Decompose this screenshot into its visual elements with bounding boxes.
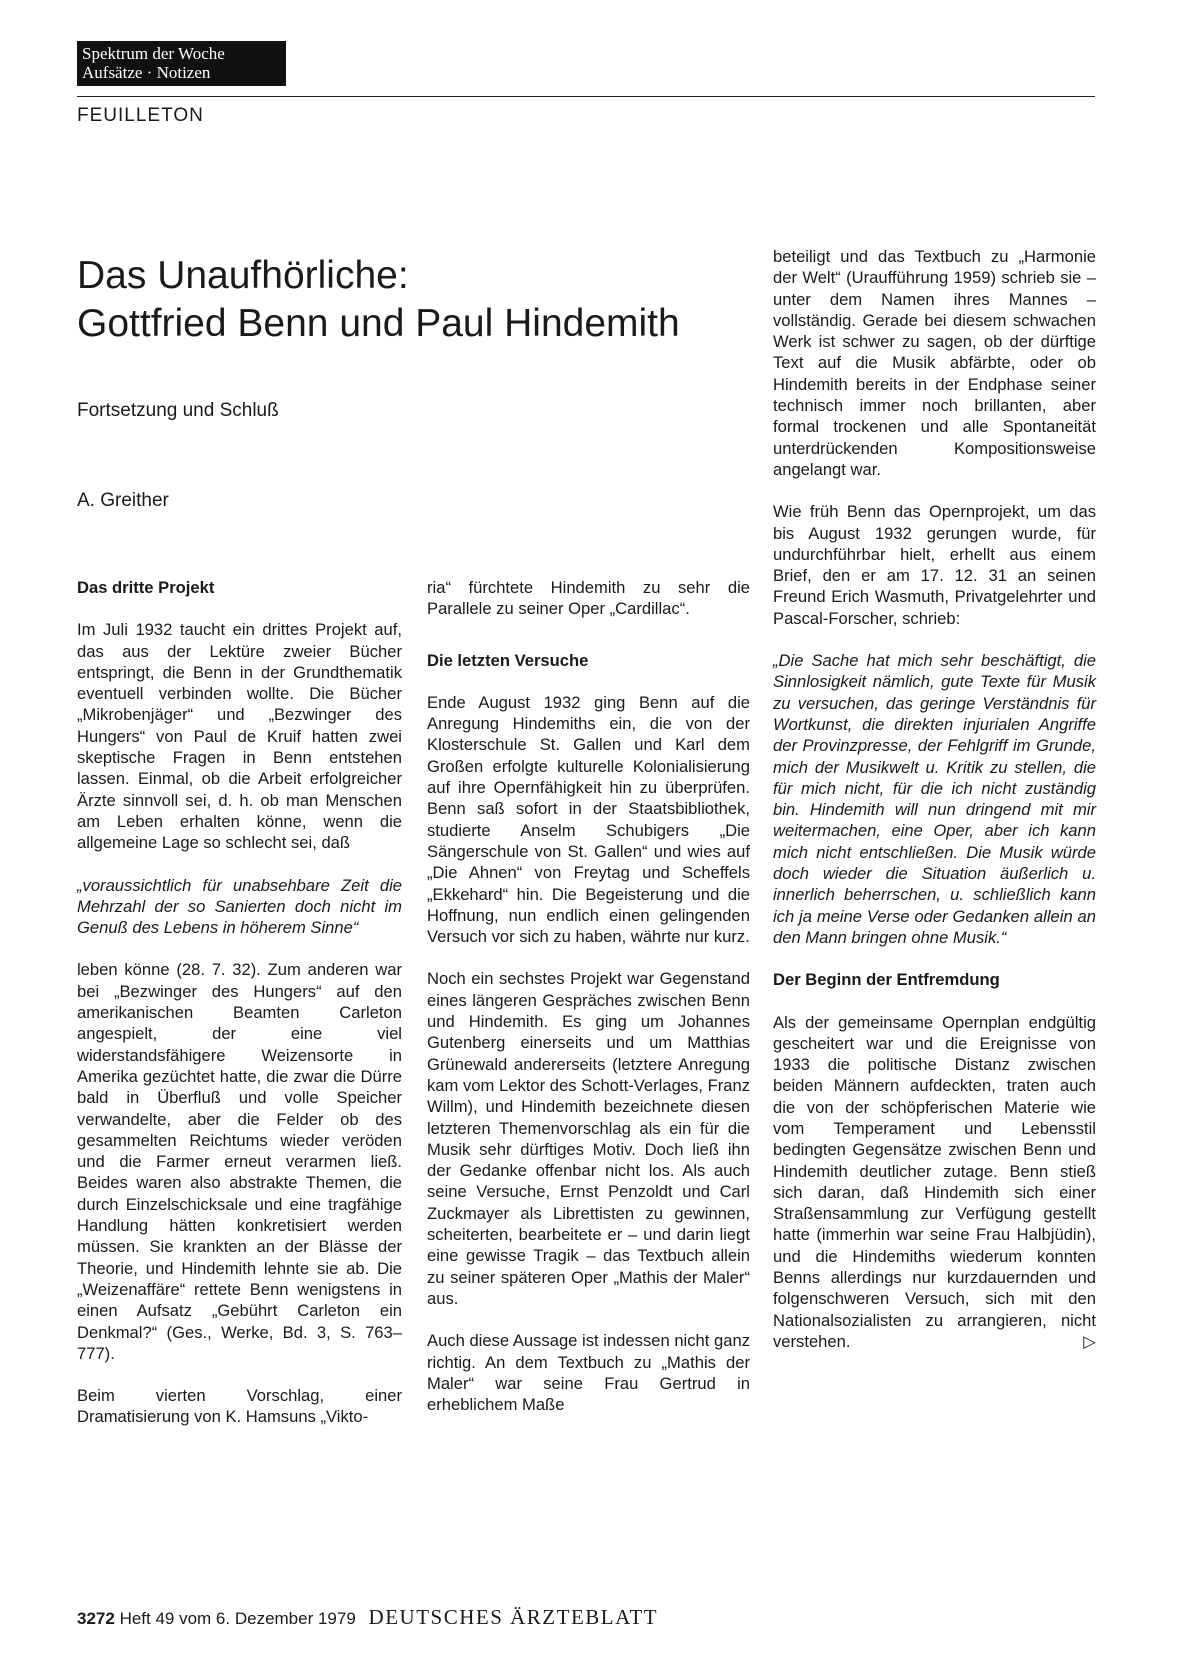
section-label-line2: Aufsätze · Notizen xyxy=(82,63,211,82)
section-label-line1: Spektrum der Woche xyxy=(82,44,225,63)
header-rule xyxy=(77,96,1095,97)
section-heading: Das dritte Projekt xyxy=(77,578,215,597)
paragraph: Ende August 1932 ging Benn auf die Anregung Hindemiths ein, die von der Klosterschule St. Gallen und Karl dem Großen erfolgte kulturelle Kolonialisierung auf ihre Opernfähigkeit hin zu überprüfen. Benn saß sofort in der Staatsbibliothek, studierte Anselm Schubigers „Die Sängerschule von St. Gallen“ und wies auf „Die Ahnen“ von Freytag und Scheffels „Ekkehard“ hin. Die Begeisterung und die Hoffnung, nun endlich einen gelingenden Versuch vor sich zu haben, währte nur kurz. xyxy=(427,692,750,947)
journal-name: DEUTSCHES ÄRZTEBLATT xyxy=(368,1605,659,1629)
section-heading: Die letzten Versuche xyxy=(427,650,589,670)
column-1 xyxy=(77,577,402,1449)
paragraph: Auch diese Aussage ist indessen nicht ganz richtig. An dem Textbuch zu „Mathis der Maler“ war seine Frau Gertrud in erheblichem Maße xyxy=(427,1331,750,1415)
paragraph: beteiligt und das Textbuch zu „Harmonie der Welt“ (Uraufführung 1959) schrieb sie – unter dem Namen ihres Mannes – vollständig. Gerade bei diesem schwachen Werk ist schwer zu sagen, ob der dürftige Text auf die Musik abfärbte, oder ob Hindemith bereits in der Endphase seiner technisch immer noch brillanten, aber formal trockenen und alle Spontaneität unterdrückenden Kompositionsweise angelangt war. xyxy=(773,247,1096,479)
article-title xyxy=(77,252,757,348)
page-number: 3272 xyxy=(77,1609,115,1628)
article-author: A. Greither xyxy=(77,490,169,511)
paragraph: Im Juli 1932 taucht ein drittes Projekt auf, das aus der Lektüre zweier Bücher entspringt, die Benn in der Grundthematik eventuell verbinden wollte. Die Bücher „Mikrobenjäger“ und „Bezwinger des Hungers“ von Paul de Kruif hatten zwei skeptische Fragen in Benn entstehen lassen. Einmal, ob die Arbeit erfolgreicher Ärzte sinnvoll sei, d. h. ob man Menschen am Leben erhalten könne, wenn die allgemeine Lage so schlecht sei, daß xyxy=(77,620,402,853)
paragraph: Noch ein sechstes Projekt war Gegenstand eines längeren Gespräches zwischen Benn und Hindemith. Es ging um Johannes Gutenberg einerseits und um Matthias Grünewald andererseits (letztere Anregung kam vom Lektor des Schott-Verlages, Franz Willm), und Hindemith bezeichnete diesen letzteren Themenvorschlag als ein für die Musik sehr dürftiges Motiv. Doch ließ ihn der Gedanke offenbar nicht los. Als auch seine Versuche, Ernst Penzoldt und Carl Zuckmayer als Librettisten zu gewinnen, scheiterten, bearbeitete er – und darin liegt eine gewisse Tragik – das Textbuch allein zu seiner späteren Oper „Mathis der Maler“ aus. xyxy=(427,969,750,1308)
category-label: FEUILLETON xyxy=(77,105,204,126)
article-title-line2: Gottfried Benn und Paul Hindemith xyxy=(77,302,680,345)
article-title-line1: Das Unaufhörliche: xyxy=(77,254,409,297)
column-2 xyxy=(427,577,750,1436)
paragraph-text: Als der gemeinsame Opernplan endgültig gescheitert war und die Ereignisse von 1933 die politische Distanz zwischen beiden Männern aufdeckten, traten auch die von der schöpferischen Materie wie vom Temperament und Lebensstil bedingten Gegensätze zwischen Benn und Hindemith deutlicher zutage. Benn stieß sich daran, daß Hindemith sich einer Straßensammlung zur Verfügung gestellt hatte (immerhin war seine Frau Halbjüdin), und die Hindemiths wiederum konnten Benns allerdings nur kurzdauernden und folgenschweren Versuch, sich mit den Nationalsozialisten zu arrangieren, nicht verstehen. xyxy=(773,1012,1096,1351)
continue-arrow-icon: ▷ xyxy=(1083,1331,1096,1351)
block-quote: „voraussichtlich für unabsehbare Zeit die Mehrzahl der so Sanierten doch nicht im Genuß des Lebens in höherem Sinne“ xyxy=(77,875,402,938)
paragraph: leben könne (28. 7. 32). Zum anderen war bei „Bezwinger des Hungers“ auf den amerikanischen Beamten Carleton angespielt, der eine viel widerstandsfähigere Weizensorte in Amerika gezüchtet hatte, die zwar die Dürre bald in Überfluß und volle Speicher verwandelte, aber die Felder ob des gesammelten Reichtums wieder veröden und die Farmer erneut verarmen ließ. Beides waren also abstrakte Themen, die durch Einzelschicksale und eine tragfähige Handlung hätten konkretisiert werden müssen. Sie krankten an der Blässe der Theorie, und Hindemith lehnte sie ab. Die „Weizenaffäre“ rettete Benn wenigstens in einen Aufsatz „Gebührt Carleton ein Denkmal?“ (Ges., Werke, Bd. 3, S. 763–777). xyxy=(77,960,402,1363)
block-quote: „Die Sache hat mich sehr beschäftigt, die Sinnlosigkeit nämlich, gute Texte für Musik zu versuchen, das geringe Verständnis für Wortkunst, die direkten injurialen Angriffe der Provinzpresse, der Fehlgriff im Grunde, mich der Musikwelt u. Kritik zu stellen, die für mich nicht, für die ich nicht zuständig bin. Hindemith will nun dringend mit mir weitermachen, eine Oper, aber ich kann mich nicht entschließen. Die Musik würde doch wieder die Situation äußerlich u. innerlich beherrschen, u. schließlich kann ich ja meine Verse oder Gedanken allein an den Mann bringen ohne Musik.“ xyxy=(773,651,1096,947)
issue-info: Heft 49 vom 6. Dezember 1979 xyxy=(119,1609,356,1628)
page-footer xyxy=(77,1605,658,1630)
paragraph xyxy=(773,1012,1096,1353)
section-heading: Der Beginn der Entfremdung xyxy=(773,970,1000,990)
paragraph: Wie früh Benn das Opernprojekt, um das bis August 1932 gerungen wurde, für undurchführbar hielt, erhellt aus einem Brief, den er am 17. 12. 31 an seinen Freund Erich Wasmuth, Privatgelehrter und Pascal-Forscher, schrieb: xyxy=(773,502,1096,628)
column-3 xyxy=(773,246,1096,1373)
paragraph: Beim vierten Vorschlag, einer Dramatisierung von K. Hamsuns „Vikto- xyxy=(77,1386,402,1427)
section-label-box xyxy=(77,41,286,86)
article-subtitle: Fortsetzung und Schluß xyxy=(77,400,279,421)
paragraph: ria“ fürchtete Hindemith zu sehr die Parallele zu seiner Oper „Cardillac“. xyxy=(427,578,750,619)
